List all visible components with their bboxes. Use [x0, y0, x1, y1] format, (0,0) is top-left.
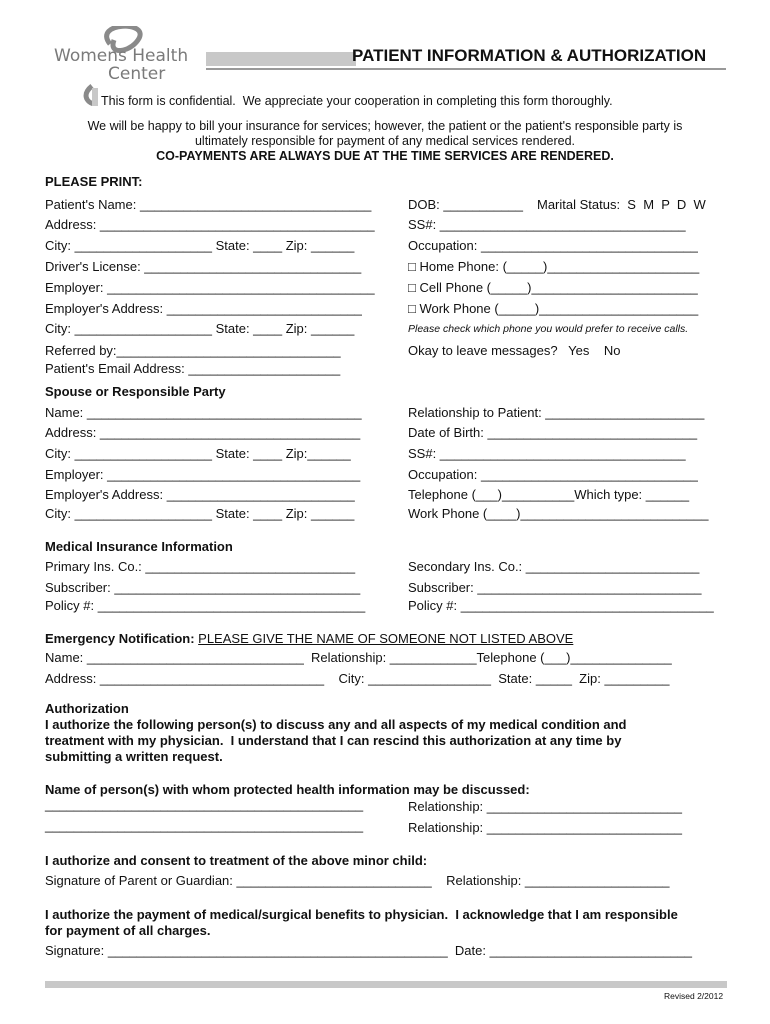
emergency-address-row[interactable]: Address: _______________________________ City: _________________ State: _____ Zip: _________	[45, 671, 670, 686]
patient-license-field[interactable]: Driver's License: ______________________________	[45, 259, 362, 274]
spouse-employer-address-field[interactable]: Employer's Address: __________________________	[45, 487, 355, 502]
authorized-person-1[interactable]: ____________________________________________	[45, 797, 364, 812]
patient-employer-address-field[interactable]: Employer's Address: ___________________________	[45, 301, 362, 316]
patient-employer-field[interactable]: Employer: _____________________________________	[45, 280, 375, 295]
payment-text-line2: for payment of all charges.	[45, 923, 211, 938]
spouse-dob-field[interactable]: Date of Birth: _____________________________	[408, 425, 698, 440]
emergency-label: Emergency Notification:	[45, 631, 195, 646]
primary-subscriber-field[interactable]: Subscriber: __________________________________	[45, 580, 361, 595]
spouse-employer-city-field[interactable]: City: ___________________ State: ____ Zip: ______	[45, 506, 355, 521]
patient-home-phone-checkbox[interactable]: □ Home Phone: (_____)_____________________	[408, 259, 700, 274]
secondary-subscriber-field[interactable]: Subscriber: _______________________________	[408, 580, 702, 595]
spouse-employer-field[interactable]: Employer: ___________________________________	[45, 467, 361, 482]
title-bar	[206, 52, 356, 66]
revised-date: Revised 2/2012	[664, 991, 724, 1001]
patient-email-field[interactable]: Patient's Email Address: _____________________	[45, 361, 341, 376]
secondary-insurance-field[interactable]: Secondary Ins. Co.: ________________________	[408, 559, 700, 574]
patient-marital-status[interactable]: Marital Status: S M P D W	[537, 197, 706, 212]
section-heading-spouse: Spouse or Responsible Party	[45, 384, 226, 399]
footer-bar	[45, 981, 727, 988]
emergency-heading	[45, 631, 573, 646]
section-heading-insurance: Medical Insurance Information	[45, 539, 233, 554]
phone-preference-note: Please check which phone you would prefer to receive calls.	[408, 323, 689, 335]
patient-employer-city-field[interactable]: City: ___________________ State: ____ Zip: ______	[45, 321, 355, 336]
authorized-person-2[interactable]: ____________________________________________	[45, 818, 364, 833]
authorization-text-line3: submitting a written request.	[45, 749, 223, 764]
page-title: PATIENT INFORMATION & AUTHORIZATION	[352, 46, 707, 65]
patient-dob-field[interactable]: DOB: ___________	[408, 197, 523, 212]
patient-name-field[interactable]: Patient's Name: ________________________________	[45, 197, 372, 212]
authorized-relationship-2[interactable]: Relationship: ___________________________	[408, 820, 682, 835]
patient-work-phone-checkbox[interactable]: □ Work Phone (_____)______________________	[408, 301, 699, 316]
patient-address-field[interactable]: Address: ______________________________________	[45, 217, 375, 232]
signature-row[interactable]: Signature: _______________________________________________ Date: ____________________________	[45, 943, 693, 958]
payment-text-line1: I authorize the payment of medical/surgical benefits to physician. I acknowledge that I am responsible	[45, 907, 678, 922]
secondary-policy-field[interactable]: Policy #: ___________________________________	[408, 598, 714, 613]
intro-line2: ultimately responsible for payment of any medical services rendered.	[194, 134, 576, 148]
authorized-relationship-1[interactable]: Relationship: ___________________________	[408, 799, 682, 814]
emergency-instruction: PLEASE GIVE THE NAME OF SOMEONE NOT LISTED ABOVE	[198, 631, 574, 646]
intro-line3: CO-PAYMENTS ARE ALWAYS DUE AT THE TIME SERVICES ARE RENDERED.	[156, 149, 614, 163]
minor-consent-heading: I authorize and consent to treatment of the above minor child:	[45, 853, 428, 868]
primary-insurance-field[interactable]: Primary Ins. Co.: _____________________________	[45, 559, 356, 574]
spouse-city-field[interactable]: City: ___________________ State: ____ Zip:______	[45, 446, 351, 461]
leave-messages-option[interactable]: Okay to leave messages? Yes No	[408, 343, 621, 358]
authorization-heading: Authorization	[45, 701, 129, 716]
patient-occupation-field[interactable]: Occupation: ______________________________	[408, 238, 698, 253]
spouse-work-phone-field[interactable]: Work Phone (____)__________________________	[408, 506, 709, 521]
spouse-ss-field[interactable]: SS#: __________________________________	[408, 446, 686, 461]
title-underline	[206, 68, 726, 70]
spouse-name-field[interactable]: Name: ______________________________________	[45, 405, 362, 420]
authorization-text-line1: I authorize the following person(s) to discuss any and all aspects of my medical condition and	[45, 717, 627, 732]
logo-line2: Center	[108, 64, 166, 84]
authorization-text-line2: treatment with my physician. I understand that I can rescind this authorization at any time by	[45, 733, 622, 748]
primary-policy-field[interactable]: Policy #: _____________________________________	[45, 598, 366, 613]
confidential-note: This form is confidential. We appreciate your cooperation in completing this form thoroughly.	[101, 94, 613, 108]
guardian-signature-row[interactable]: Signature of Parent or Guardian: ___________________________ Relationship: ____________________	[45, 873, 670, 888]
spouse-address-field[interactable]: Address: ____________________________________	[45, 425, 361, 440]
logo-line1: Womens Health	[54, 46, 189, 66]
intro-line1: We will be happy to bill your insurance for services; however, the patient or the patient's responsible party is	[87, 119, 683, 133]
left-accent-bar	[92, 88, 98, 106]
section-heading-patient: PLEASE PRINT:	[45, 174, 143, 189]
patient-cell-phone-checkbox[interactable]: □ Cell Phone (_____)_______________________	[408, 280, 698, 295]
emergency-name-row[interactable]: Name: ______________________________ Relationship: ____________Telephone (___)______________	[45, 650, 672, 665]
patient-referred-field[interactable]: Referred by:_______________________________	[45, 343, 341, 358]
spouse-relationship-field[interactable]: Relationship to Patient: ______________________	[408, 405, 705, 420]
patient-ss-field[interactable]: SS#: __________________________________	[408, 217, 686, 232]
persons-heading: Name of person(s) with whom protected health information may be discussed:	[45, 782, 530, 797]
spouse-telephone-field[interactable]: Telephone (___)__________Which type: ______	[408, 487, 690, 502]
spouse-occupation-field[interactable]: Occupation: ______________________________	[408, 467, 698, 482]
patient-city-field[interactable]: City: ___________________ State: ____ Zip: ______	[45, 238, 355, 253]
